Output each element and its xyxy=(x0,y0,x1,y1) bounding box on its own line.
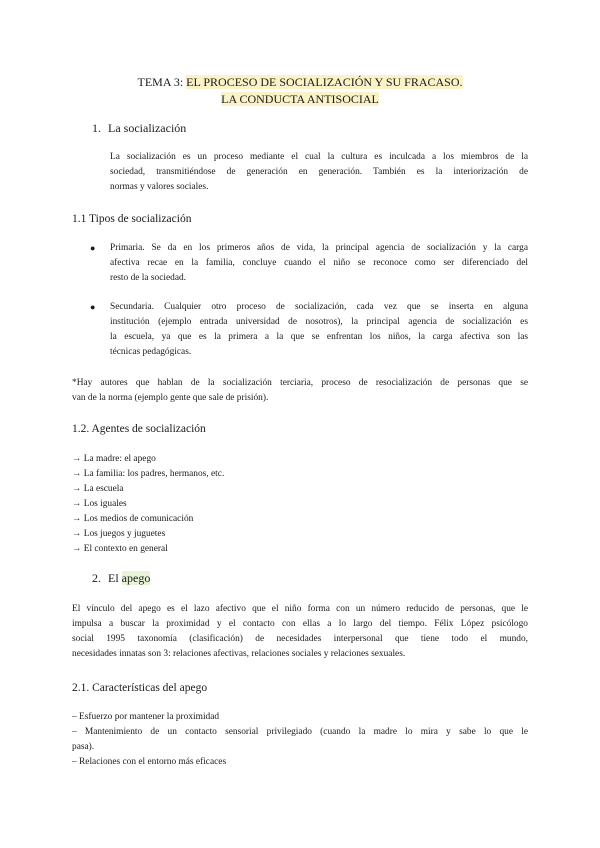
paragraph-line: La socialización es un proceso mediante el cual la cultura es inculcada a los miembros de la xyxy=(110,152,528,162)
bullet-line: afectiva recae en la familia, concluye cuando el niño se reconoce como ser diferenciado del xyxy=(110,258,528,268)
dash-icon: – xyxy=(72,727,77,737)
arrow-right-icon: → xyxy=(72,454,82,464)
bullet-line: resto de la sociedad. xyxy=(110,273,187,283)
paragraph-line: El vínculo del apego es el lazo afectivo que el niño forma con un número reducido de personas, que le xyxy=(72,604,528,614)
bullet-line: técnicas pedagógicas. xyxy=(110,347,192,357)
paragraph-line: normas y valores sociales. xyxy=(110,182,209,192)
title-highlight-2: LA CONDUCTA ANTISOCIAL xyxy=(221,92,379,106)
title-line-2 xyxy=(60,91,540,108)
dash-icon: – xyxy=(72,712,77,722)
tertiary-note xyxy=(72,376,528,406)
bullet-line: Primaria. Se da en los primeros años de vida, la principal agencia de socialización y la carga xyxy=(110,243,528,253)
arrow-right-icon: → xyxy=(72,529,82,539)
arrow-right-icon: → xyxy=(72,484,82,494)
paragraph-line: social 1995 taxonomía (clasificación) de necesidades interpersonal que tiene todo el mundo, xyxy=(72,634,528,644)
characteristic-item: – Relaciones con el entorno más eficaces xyxy=(72,757,227,767)
characteristic-item-continued: pasa). xyxy=(72,742,95,752)
agent-item: → La madre: el apego xyxy=(72,454,156,464)
section-2-heading: El apego xyxy=(108,571,151,585)
title-line-1: TEMA 3: EL PROCESO DE SOCIALIZACIÓN Y SU FRACASO. xyxy=(137,75,463,89)
agent-item: → Los juegos y juguetes xyxy=(72,529,166,539)
bullet-line: Secundaria. Cualquier otro proceso de socialización, cada vez que se inserta en alguna xyxy=(110,302,528,312)
bullet-icon: ● xyxy=(90,243,96,253)
document-title xyxy=(60,74,540,108)
note-line: van de la norma (ejemplo gente que sale de prisión). xyxy=(72,393,269,403)
arrow-right-icon: → xyxy=(72,544,82,554)
arrow-right-icon: → xyxy=(72,514,82,524)
agent-item: → La escuela xyxy=(72,484,124,494)
dash-icon: – xyxy=(72,757,77,767)
characteristic-item: – Esfuerzo por mantener la proximidad xyxy=(72,712,220,722)
section-1-number: 1. xyxy=(92,121,101,135)
section-2-1-heading: 2.1. Características del apego xyxy=(72,682,208,694)
bullet-icon: ● xyxy=(90,302,96,312)
section-1-paragraph xyxy=(110,150,528,195)
characteristics-list xyxy=(72,710,528,770)
section-1-2-heading: 1.2. Agentes de socialización xyxy=(72,423,206,435)
section-2-paragraph xyxy=(72,602,528,662)
bullet-line: la escuela, ya que es la primera a la que se enfrentan los niños, la carga afectiva son las xyxy=(110,332,528,342)
bullet-secundaria xyxy=(110,300,528,360)
bullet-primaria xyxy=(110,241,528,286)
title-highlight-1: EL PROCESO DE SOCIALIZACIÓN Y SU FRACASO. xyxy=(186,75,463,89)
arrow-right-icon: → xyxy=(72,499,82,509)
bullet-line: institución (ejemplo entrada universidad de nosotros), la principal agencia de socialización es xyxy=(110,317,528,327)
section-1-1-heading: 1.1 Tipos de socialización xyxy=(72,213,192,225)
characteristic-item: – Mantenimiento de un contacto sensorial privilegiado (cuando la madre lo mira y sabe lo que le xyxy=(72,727,528,737)
heading-highlight: apego xyxy=(121,571,151,585)
section-2-number: 2. xyxy=(92,571,101,585)
section-1-heading: La socialización xyxy=(108,121,187,135)
agent-item: → El contexto en general xyxy=(72,544,168,554)
note-line: *Hay autores que hablan de la socialización terciaria, proceso de resocialización de personas que se xyxy=(72,378,528,388)
agents-list xyxy=(72,452,224,557)
arrow-right-icon: → xyxy=(72,469,82,479)
agent-item: → La familia: los padres, hermanos, etc. xyxy=(72,469,225,479)
agent-item: → Los medios de comunicación xyxy=(72,514,194,524)
paragraph-line: sociedad, transmitiéndose de generación en generación. También es la interiorización de xyxy=(110,167,528,177)
paragraph-line: impulsa a buscar la proximidad y el contacto con ellas a lo largo del tiempo. Félix López psicólogo xyxy=(72,619,528,629)
paragraph-line: necesidades innatas son 3: relaciones afectivas, relaciones sociales y relaciones sexuales. xyxy=(72,649,406,659)
agent-item: → Los iguales xyxy=(72,499,127,509)
